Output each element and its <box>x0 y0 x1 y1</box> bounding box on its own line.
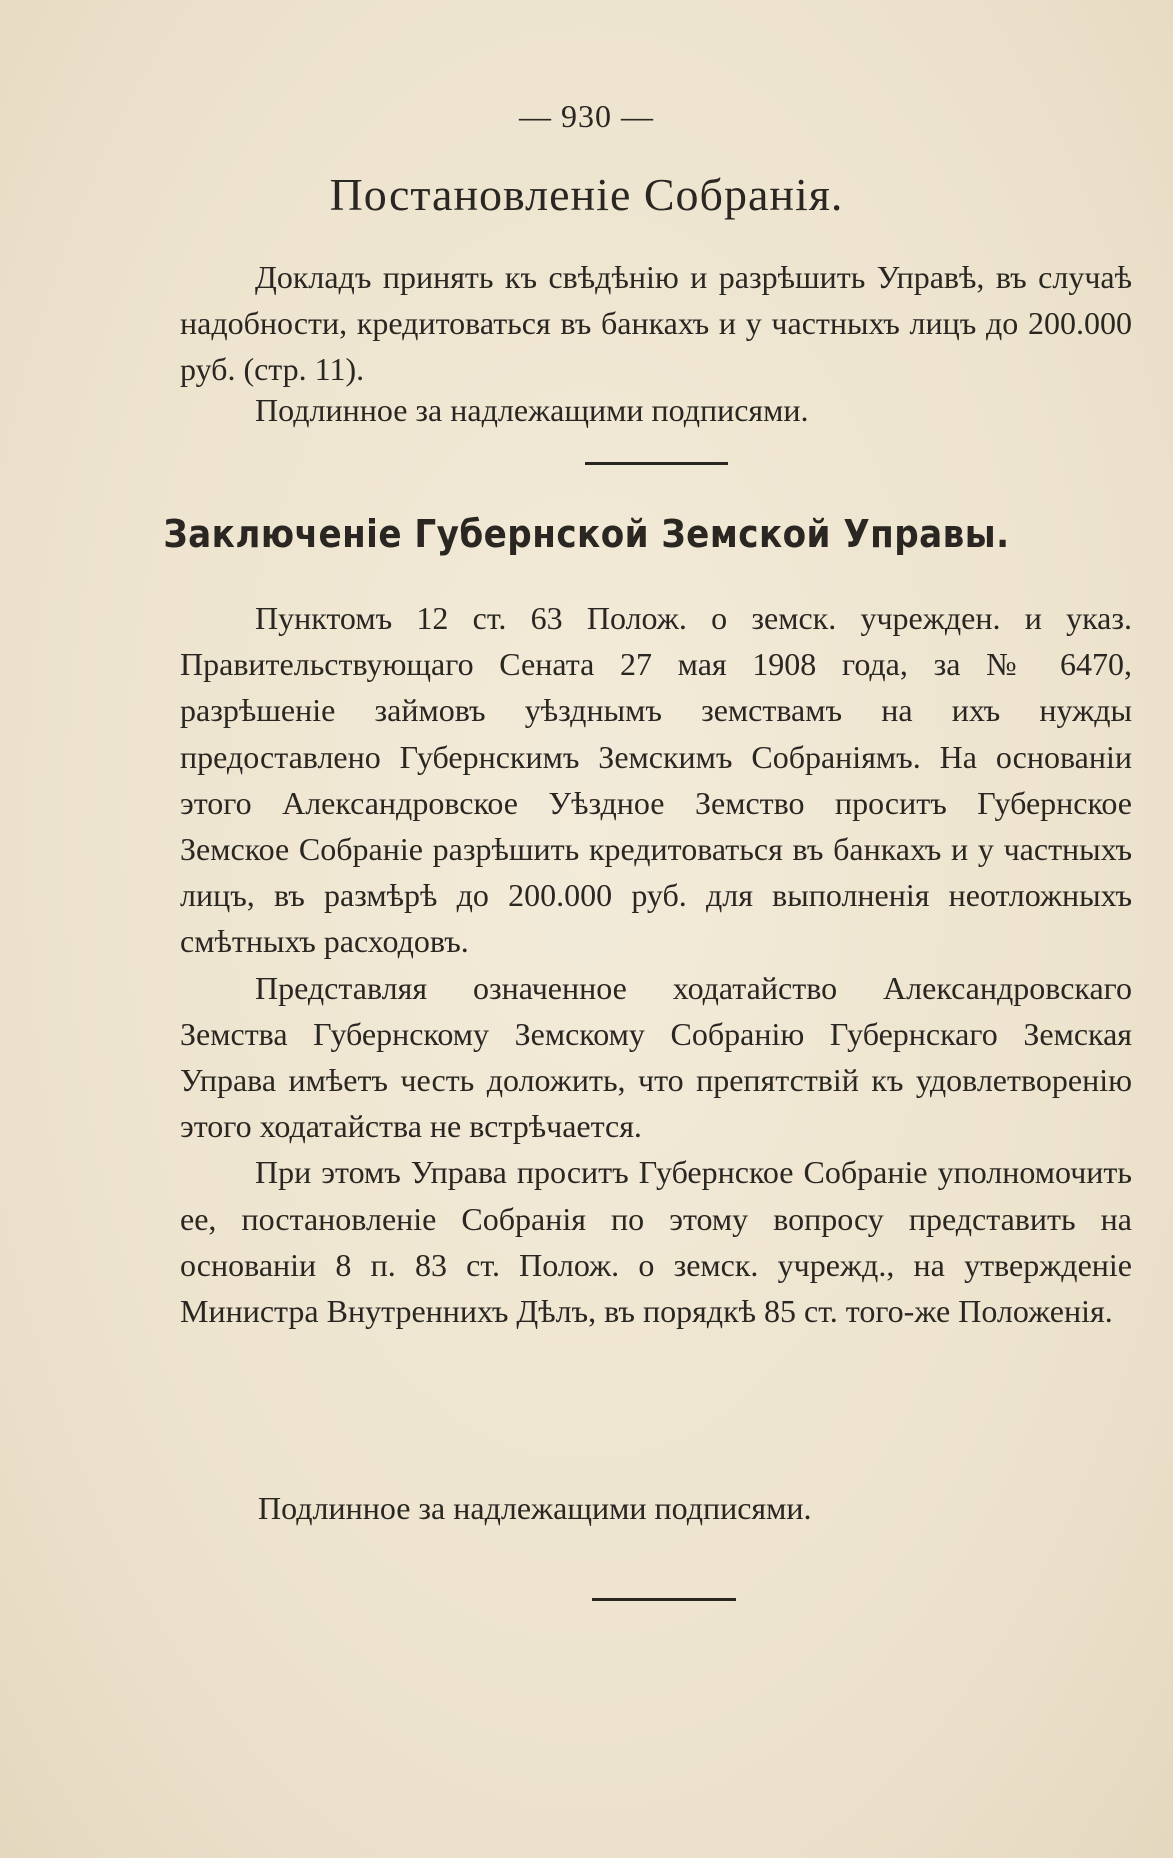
resolution-signature-note: Подлинное за надлежащими подписями. <box>255 392 809 428</box>
conclusion-heading: Заключеніе Губернской Земской Управы. <box>163 512 1010 556</box>
conclusion-body <box>180 595 1132 1334</box>
page-number: — 930 — <box>519 98 654 134</box>
end-divider <box>592 1598 736 1601</box>
resolution-paragraph: Докладъ принять къ свѣдѣнію и разрѣшить Управѣ, въ случаѣ надобности, кредитоваться въ банкахъ и у частныхъ лицъ до 200.000 руб. (стр. 11). <box>180 259 1132 387</box>
resolution-body <box>180 254 1132 392</box>
conclusion-paragraph: Пунктомъ 12 ст. 63 Полож. о земск. учрежден. и указ. Правительствующаго Сената 27 мая 1908 года, за № 6470, разрѣшеніе займовъ уѣзднымъ земствамъ на ихъ нужды предоставлено Губернскимъ Земскимъ Собраніямъ. На основаніи этого Александровское Уѣздное Земство проситъ Губернское Земское Собраніе разрѣшить кредитоваться въ банкахъ и у частныхъ лицъ, въ размѣрѣ до 200.000 руб. для выполненія неотложныхъ смѣтныхъ расходовъ. <box>180 600 1132 960</box>
conclusion-paragraph: При этомъ Управа проситъ Губернское Собраніе уполномочить ее, постановленіе Собранія по этому вопросу представить на основаніи 8 п. 83 ст. Полож. о земск. учрежд., на утвержденіе Министра Внутреннихъ Дѣлъ, въ порядкѣ 85 ст. того-же Положенія. <box>180 1154 1132 1330</box>
conclusion-signature-note: Подлинное за надлежащими подписями. <box>258 1490 812 1526</box>
conclusion-paragraph: Представляя означенное ходатайство Александровскаго Земства Губернскому Земскому Собранію Губернскаго Земская Управа имѣетъ честь доложить, что препятствій къ удовлетворенію этого ходатайства не встрѣчается. <box>180 969 1132 1145</box>
section-divider <box>585 462 728 465</box>
resolution-title: Постановленіе Собранія. <box>329 169 844 220</box>
